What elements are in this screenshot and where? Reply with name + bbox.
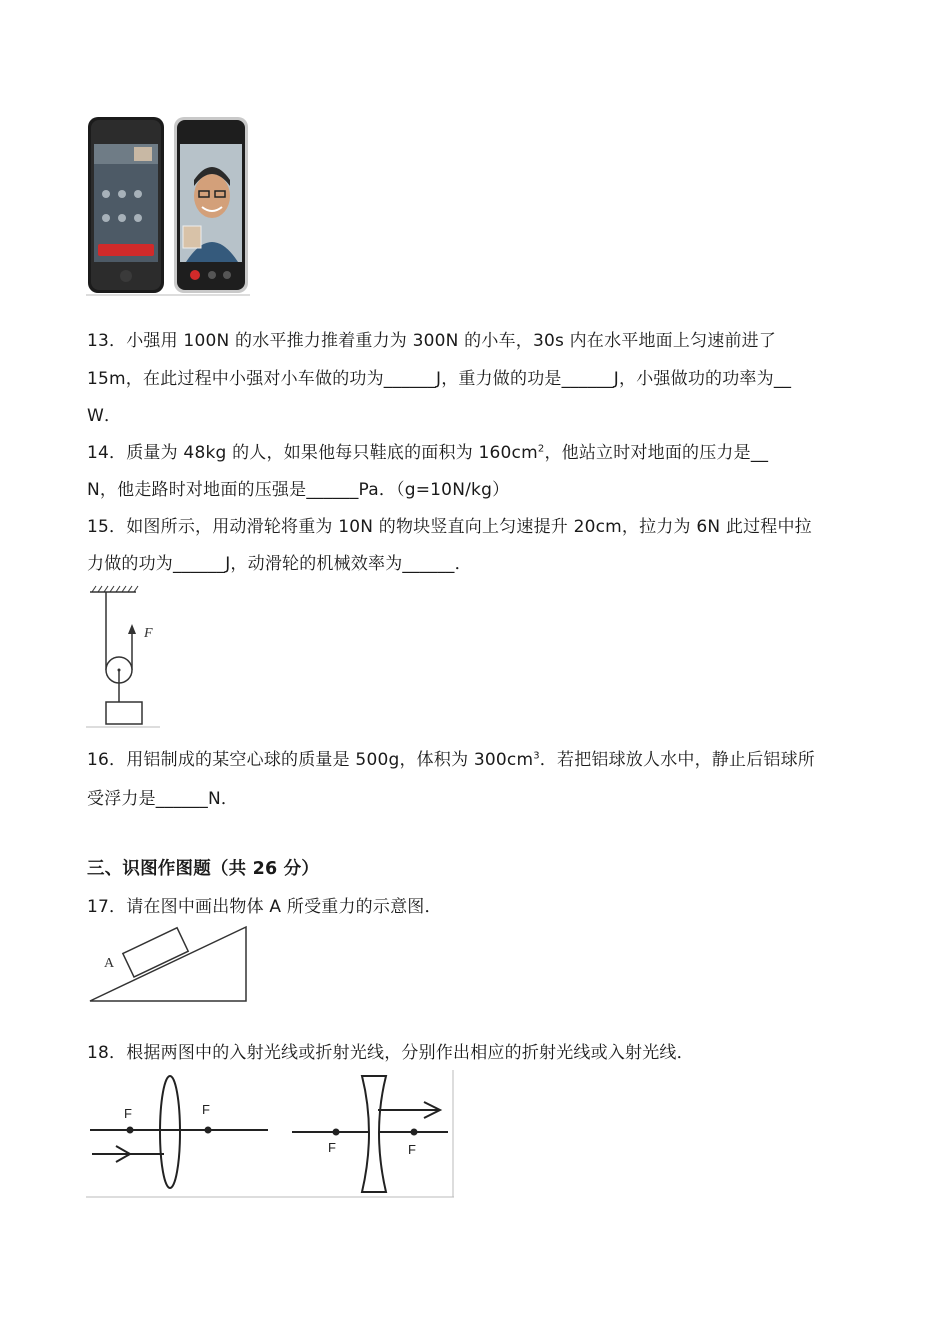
q18-line-1: 18．根据两图中的入射光线或折射光线，分别作出相应的折射光线或入射光线． xyxy=(87,1043,694,1063)
focus-label-3: F xyxy=(328,1140,336,1155)
q17-line-1: 17．请在图中画出物体 A 所受重力的示意图． xyxy=(87,897,442,917)
q15-line-2: 力做的功为______J，动滑轮的机械效率为______． xyxy=(87,554,472,574)
focus-label-4: F xyxy=(408,1142,416,1157)
q16-superscript: 3 xyxy=(533,750,540,762)
q14-line-1 xyxy=(87,438,768,463)
phone-photo xyxy=(86,114,250,296)
q16-line-1 xyxy=(87,745,815,770)
lens-figure xyxy=(86,1070,456,1200)
force-label: F xyxy=(144,626,153,641)
focus-label-1: F xyxy=(124,1106,132,1121)
q14-superscript: 2 xyxy=(537,443,545,455)
q16-line-2: 受浮力是______N． xyxy=(87,789,239,809)
q13-line-1: 13．小强用 100N 的水平推力推着重力为 300N 的小车，30s 内在水平地面上匀速前进了 xyxy=(87,331,777,351)
q13-line-2: 15m，在此过程中小强对小车做的功为______J，重力做的功是______J，小强做功的功率为__ xyxy=(87,369,792,389)
q16-text-a: 16．用铝制成的某空心球的质量是 500g，体积为 300cm xyxy=(87,750,534,770)
q15-line-1: 15．如图所示，用动滑轮将重为 10N 的物块竖直向上匀速提升 20cm，拉力为 6N 此过程中拉 xyxy=(87,517,812,537)
section-heading: 三、识图作图题（共 26 分） xyxy=(87,859,320,879)
focus-label-2: F xyxy=(202,1102,210,1117)
q14-text-b: ，他站立时对地面的压力是__ xyxy=(544,443,769,463)
pulley-figure xyxy=(86,584,160,728)
incline-figure xyxy=(86,925,250,1005)
block-label: A xyxy=(104,956,115,971)
q13-line-3: W． xyxy=(87,406,122,426)
q14-line-2: N，他走路时对地面的压强是______Pa．（g=10N/kg） xyxy=(87,480,510,500)
q16-text-b: ．若把铝球放人水中，静止后铝球所 xyxy=(539,750,815,770)
q14-text-a: 14．质量为 48kg 的人，如果他每只鞋底的面积为 160cm xyxy=(87,443,538,463)
